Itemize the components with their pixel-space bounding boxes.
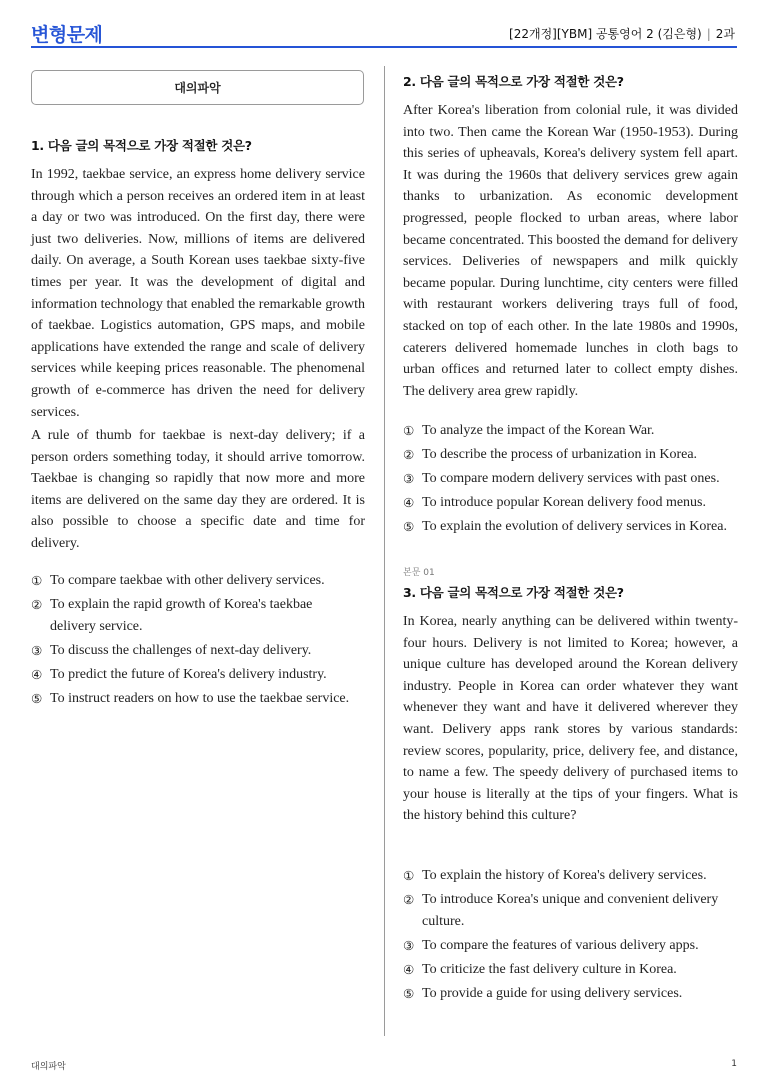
page-number: 1 xyxy=(731,1059,737,1069)
choice-number: ③ xyxy=(403,937,415,953)
choice-text: To introduce Korea's unique and convenient delivery culture. xyxy=(422,892,719,929)
column-divider xyxy=(384,66,385,1036)
question-3-passage: In Korea, nearly anything can be delivered within twenty-four hours. Delivery is not limited to Korea; however, a unique culture has developed around the Korean delivery industry. People in Korea can order whatever they want whenever they want and have it delivered wherever they want. Delivery apps rank stores by various standards: review scores, popularity, price, delivery fee, and distance, to name a few. The speedy delivery of purchased items to your house is literally at the tips of your fingers. What is the history behind this culture? xyxy=(403,614,738,824)
choice-number: ④ xyxy=(403,495,415,511)
choice-text: To analyze the impact of the Korean War. xyxy=(422,423,655,438)
choice-number: ① xyxy=(403,423,415,438)
choice-number: ⑤ xyxy=(31,690,43,706)
question-1-choice-5[interactable] xyxy=(31,688,365,710)
question-3-choice-5[interactable] xyxy=(403,983,738,1005)
choice-number: ② xyxy=(31,597,43,613)
choice-text: To provide a guide for using delivery services. xyxy=(422,985,683,1001)
question-1-passage-p1: In 1992, taekbae service, an express home delivery service through which a person receives an ordered item in at least a day or two was introduced. On the first day, there were just two deliveries. Now, millions of items are delivered daily. On average, a South Korean uses taekbae sixty-five times per year. It was the development of digital and information technology that enabled the remarkable growth of taekbae. Logistics automation, GPS maps, and mobile applications have extended the range and scale of delivery services while keeping prices reasonable. The phenomenal growth of e-commerce has driven the need for delivery services. xyxy=(31,167,365,420)
page-title: 변형문제 xyxy=(31,24,103,46)
choice-text: To predict the future of Korea's delivery industry. xyxy=(50,666,327,682)
choice-number: ① xyxy=(31,573,43,588)
choice-text: To compare modern delivery services with past ones. xyxy=(422,471,720,487)
header-rule xyxy=(31,46,737,48)
question-1-title: 1. 다음 글의 목적으로 가장 적절한 것은? xyxy=(31,138,252,153)
question-3-choices xyxy=(403,865,738,1007)
question-3-choice-1[interactable] xyxy=(403,865,738,887)
choice-text: To discuss the challenges of next-day delivery. xyxy=(50,642,312,658)
choice-text: To explain the rapid growth of Korea's taekbae delivery service. xyxy=(50,597,313,634)
choice-text: To describe the process of urbanization in Korea. xyxy=(422,447,698,463)
passage-source-tag: 본문 01 xyxy=(403,568,435,578)
question-2-choice-5[interactable] xyxy=(403,516,738,538)
choice-text: To introduce popular Korean delivery food menus. xyxy=(422,495,706,511)
question-3-choice-3[interactable] xyxy=(403,935,738,957)
choice-number: ⑤ xyxy=(403,519,415,535)
footer-section-label: 대의파악 xyxy=(31,1062,66,1072)
choice-text: To compare taekbae with other delivery services. xyxy=(50,573,325,588)
choice-number: ③ xyxy=(403,471,415,487)
choice-text: To explain the evolution of delivery services in Korea. xyxy=(422,519,727,535)
question-1-choice-4[interactable] xyxy=(31,664,365,686)
question-2-title: 2. 다음 글의 목적으로 가장 적절한 것은? xyxy=(403,74,624,89)
question-2-choice-4[interactable] xyxy=(403,492,738,514)
question-2-choices xyxy=(403,420,738,540)
header-book-info xyxy=(509,25,735,42)
question-2-choice-3[interactable] xyxy=(403,468,738,490)
question-3-choice-4[interactable] xyxy=(403,959,738,981)
question-3-choice-2[interactable] xyxy=(403,889,738,932)
choice-text: To explain the history of Korea's delivery services. xyxy=(422,868,707,883)
choice-number: ② xyxy=(403,892,415,908)
choice-number: ④ xyxy=(403,961,415,977)
choice-number: ④ xyxy=(31,666,43,682)
question-3-title: 3. 다음 글의 목적으로 가장 적절한 것은? xyxy=(403,585,624,600)
choice-number: ② xyxy=(403,447,415,463)
question-1-choices xyxy=(31,570,365,712)
question-1-passage-p2: A rule of thumb for taekbae is next-day delivery; if a person orders something today, it should arrive tomorrow. Taekbae is changing so rapidly that now more and more items are delivered on the same day they are ordered. It is also possible to choose a specific date and time for delivery. xyxy=(31,428,365,551)
question-2-choice-2[interactable] xyxy=(403,444,738,466)
choice-text: To instruct readers on how to use the taekbae service. xyxy=(50,690,350,706)
choice-number: ⑤ xyxy=(403,985,415,1001)
question-1-choice-3[interactable] xyxy=(31,640,365,662)
lesson-label: 2과 xyxy=(715,27,735,41)
choice-number: ③ xyxy=(31,642,43,658)
choice-number: ① xyxy=(403,868,415,883)
header-separator: | xyxy=(706,27,711,41)
question-1-choice-2[interactable] xyxy=(31,594,365,637)
choice-text: To criticize the fast delivery culture in Korea. xyxy=(422,961,677,977)
choice-text: To compare the features of various delivery apps. xyxy=(422,937,699,953)
question-2-choice-1[interactable] xyxy=(403,420,738,442)
question-1-choice-1[interactable] xyxy=(31,570,365,592)
book-title: [22개정][YBM] 공통영어 2 (김은형) xyxy=(509,27,702,41)
question-2-passage: After Korea's liberation from colonial rule, it was divided into two. Then came the Korean War (1950-1953). During this series of upheavals, Korea's delivery system fell apart. It was during the 1960s that delivery services grew again thanks to urbanization. As economic development progressed, people flocked to urban areas, where labor became concentrated. This boosted the demand for delivery services. Deliveries of newspapers and milk quickly became popular. During lunchtime, city centers were filled with restaurant workers delivering trays full of food, stacked on top of each other. In the late 1980s and 1990s, caterers delivered homemade lunches in cloth bags to urban offices and returned later to collect empty dishes. The delivery area grew rapidly. xyxy=(403,103,738,399)
section-box: 대의파악 xyxy=(31,70,364,105)
